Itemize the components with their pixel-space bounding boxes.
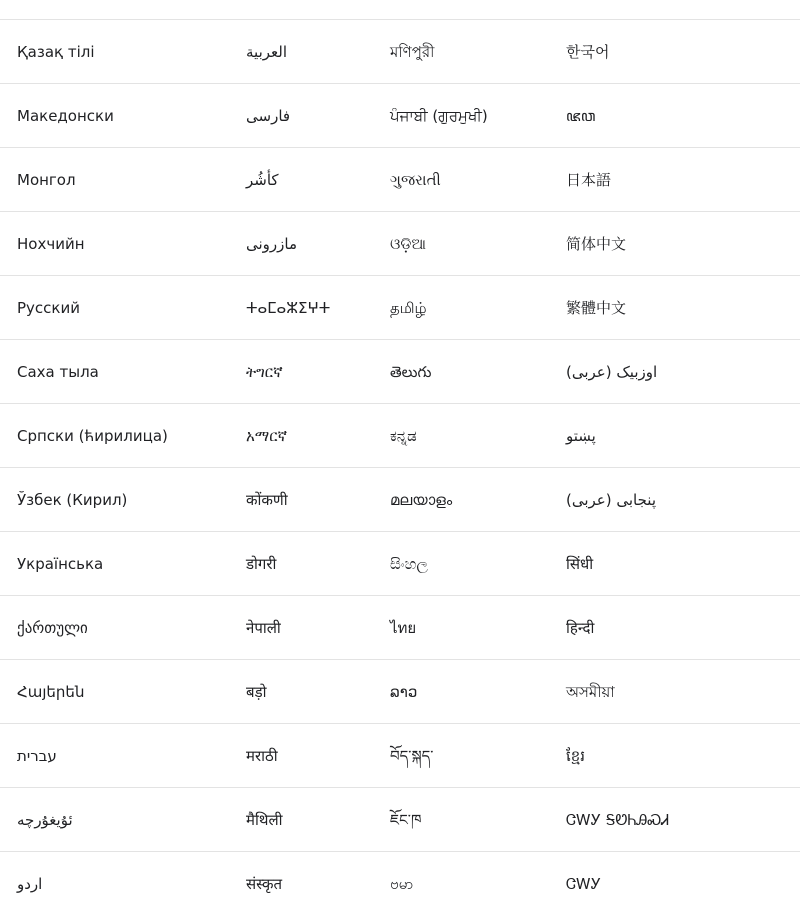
language-link[interactable]: Қазақ тілі: [17, 43, 95, 61]
language-link[interactable]: ಕನ್ನಡ: [390, 427, 417, 445]
language-link[interactable]: ትግርኛ: [246, 363, 283, 381]
language-link[interactable]: ខ្មែរ: [566, 747, 586, 765]
language-link[interactable]: नेपाली: [246, 619, 281, 637]
language-link[interactable]: Українська: [17, 555, 104, 573]
language-link[interactable]: العربية: [246, 43, 287, 61]
language-link[interactable]: עברית: [17, 747, 57, 765]
language-link[interactable]: ไทย: [390, 619, 417, 637]
language-row: [0, 404, 800, 468]
language-link[interactable]: बड़ो: [246, 683, 267, 701]
language-link[interactable]: 日本語: [566, 171, 612, 189]
language-link[interactable]: Нохчийн: [17, 235, 85, 253]
language-link[interactable]: डोगरी: [246, 555, 277, 573]
language-row: [0, 276, 800, 340]
language-link[interactable]: ქართული: [17, 619, 88, 637]
language-link[interactable]: Русский: [17, 299, 80, 317]
language-link[interactable]: ᏣᎳᎩ: [566, 875, 602, 893]
language-row: [0, 468, 800, 532]
language-link[interactable]: አማርኛ: [246, 427, 288, 445]
language-link[interactable]: মণিপুরী: [390, 43, 435, 61]
language-link[interactable]: 한국어: [566, 43, 610, 61]
language-link[interactable]: संस्कृत: [246, 875, 283, 893]
language-link[interactable]: සිංහල: [390, 555, 428, 573]
language-row: [0, 596, 800, 660]
language-row: [0, 212, 800, 276]
language-link[interactable]: ꦗꦮ: [566, 107, 596, 125]
language-link[interactable]: অসমীয়া: [566, 683, 615, 701]
language-row: [0, 148, 800, 212]
language-row: [0, 660, 800, 724]
language-link[interactable]: پښتو: [566, 427, 596, 445]
language-link[interactable]: ᏣᎳᎩ ᎦᏬᏂᎯᏍᏗ: [566, 811, 670, 829]
language-link[interactable]: Српски (ћирилица): [17, 427, 168, 445]
language-link[interactable]: सिंधी: [566, 555, 594, 573]
language-link[interactable]: ئۇيغۇرچە: [17, 811, 73, 829]
language-row: [0, 532, 800, 596]
language-link[interactable]: Հայերեն: [17, 683, 85, 701]
language-row: [0, 724, 800, 788]
language-row: [0, 340, 800, 404]
language-link[interactable]: کأشُر: [246, 171, 279, 189]
language-link[interactable]: Македонски: [17, 107, 114, 125]
language-link[interactable]: தமிழ்: [390, 299, 427, 317]
language-row: [0, 20, 800, 84]
language-link[interactable]: తెలుగు: [390, 363, 432, 381]
language-grid: [0, 19, 800, 916]
language-row: [0, 788, 800, 852]
language-row: [0, 852, 800, 916]
language-link[interactable]: Саха тыла: [17, 363, 99, 381]
language-link[interactable]: ଓଡ଼ିଆ: [390, 235, 426, 253]
language-link[interactable]: Монгол: [17, 171, 76, 189]
language-link[interactable]: ⵜⴰⵎⴰⵣⵉⵖⵜ: [246, 299, 331, 317]
language-link[interactable]: Ўзбек (Кирил): [17, 491, 128, 509]
language-link[interactable]: مازرونی: [246, 235, 298, 253]
language-link[interactable]: मैथिली: [246, 811, 283, 829]
language-link[interactable]: മലയാളം: [390, 491, 453, 509]
language-link[interactable]: ລາວ: [390, 683, 418, 701]
language-link[interactable]: ཇོང་ཁ: [390, 811, 422, 829]
language-link[interactable]: मराठी: [246, 747, 278, 765]
language-link[interactable]: اردو: [17, 875, 43, 893]
language-link[interactable]: ਪੰਜਾਬੀ (ਗੁਰਮੁਖੀ): [390, 107, 488, 125]
language-link[interactable]: ગુજરાતી: [390, 171, 441, 189]
language-link[interactable]: བོད་སྐད་: [390, 747, 434, 765]
language-row: [0, 84, 800, 148]
language-link[interactable]: پنجابی (عربی): [566, 491, 657, 509]
language-link[interactable]: 繁體中文: [566, 299, 627, 317]
language-link[interactable]: فارسی: [246, 107, 291, 125]
language-link[interactable]: हिन्दी: [566, 619, 595, 637]
language-link[interactable]: اوزبیک (عربی): [566, 363, 658, 381]
language-link[interactable]: ဗမာ: [390, 875, 414, 893]
language-link[interactable]: 简体中文: [566, 235, 627, 253]
language-link[interactable]: कोंकणी: [246, 491, 288, 509]
